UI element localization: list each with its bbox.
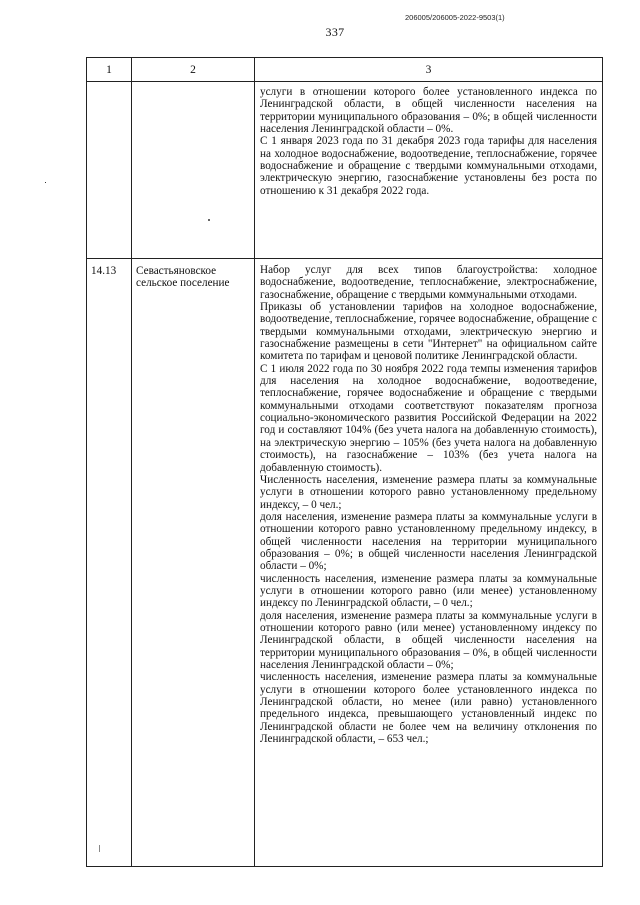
paragraph: услуги в отношении которого более установленного индекса по Ленинградской области, в общей численности населения на территории муниципального образования – 0%; в общей численности населения Ленинградской области – 0%. [260, 86, 597, 136]
paragraph: численность населения, изменение размера платы за коммунальные услуги в отношении которого более установленного индекса по Ленинградской области, но менее (или равно) установленного предельного индекса, превышающего установленный индекс по Ленинградской области не более чем на величину отклонения по Ленинградской области, – 653 чел.; [260, 671, 597, 746]
tariff-table [86, 57, 603, 867]
paragraph: доля населения, изменение размера платы за коммунальные услуги в отношении которого равно (или менее) установленному индексу по Ленинградской области, в общей численности населения на территории муниципального образования – 0%, в общей численности населения Ленинградской области – 0%; [260, 609, 597, 671]
paragraph: Численность населения, изменение размера платы за коммунальные услуги в отношении которого равно установленному предельному индексу, – 0 чел.; [260, 473, 597, 511]
column-header-1: 1 [87, 58, 132, 82]
paragraph: Приказы об установлении тарифов на холодное водоснабжение, водоотведение, теплоснабжение, горячее водоснабжение, обращение с твердыми коммунальными отходами, электрическую энергию и газоснабжение размещены в сети "Интернет" на официальном сайте комитета по тарифам и ценовой политике Ленинградской области. [260, 301, 597, 363]
row-number-cell: 14.13 [87, 259, 132, 867]
column-header-2: 2 [132, 58, 255, 82]
table-header-row [87, 58, 603, 82]
page-number: 337 [325, 25, 345, 39]
table-row-continuation [87, 82, 603, 259]
paragraph: численность населения, изменение размера платы за коммунальные услуги в отношении которого равно (или менее) установленному индексу по Ленинградской области, – 0 чел.; [260, 572, 597, 610]
paragraph: С 1 января 2023 года по 31 декабря 2023 года тарифы для населения на холодное водоснабжение, водоотведение, теплоснабжение, горячее водоснабжение и обращение с твердыми коммунальными отходами, электрическую энергию, газоснабжение установлены без роста по отношению к 31 декабря 2022 года. [260, 135, 597, 197]
settlement-name-cell [132, 82, 255, 259]
column-header-3: 3 [255, 58, 603, 82]
document-registration-code: 206005/206005-2022-9503(1) [405, 13, 505, 22]
description-cell [255, 82, 603, 259]
scan-mark [45, 182, 46, 183]
paragraph: доля населения, изменение размера платы за коммунальные услуги в отношении которого равно установленному предельному индексу, в общей численности населения на территории муниципального образования – 0%; в общей численности населения Ленинградской области – 0%; [260, 510, 597, 573]
description-cell [255, 259, 603, 867]
row-number-cell [87, 82, 132, 259]
settlement-name-cell: Севастьяновское сельское поселение [132, 259, 255, 867]
table-row-14-13 [87, 259, 603, 867]
paragraph: Набор услуг для всех типов благоустройства: холодное водоснабжение, водоотведение, теплоснабжение, электроснабжение, газоснабжение, обращение с твердыми коммунальными отходами. [260, 264, 597, 301]
paragraph: С 1 июля 2022 года по 30 ноября 2022 года темпы изменения тарифов для населения на холодное водоснабжение, водоотведение, теплоснабжение, горячее водоснабжение и обращение с твердыми коммунальными отходами соответствуют показателям прогноза социально-экономического развития Российской Федерации на 2022 год и составляют 104% (без учета налога на добавленную стоимость), на электрическую энергию – 105% (без учета налога на добавленную стоимость), на газоснабжение – 103% (без учета налога на добавленную стоимость). [260, 362, 597, 474]
